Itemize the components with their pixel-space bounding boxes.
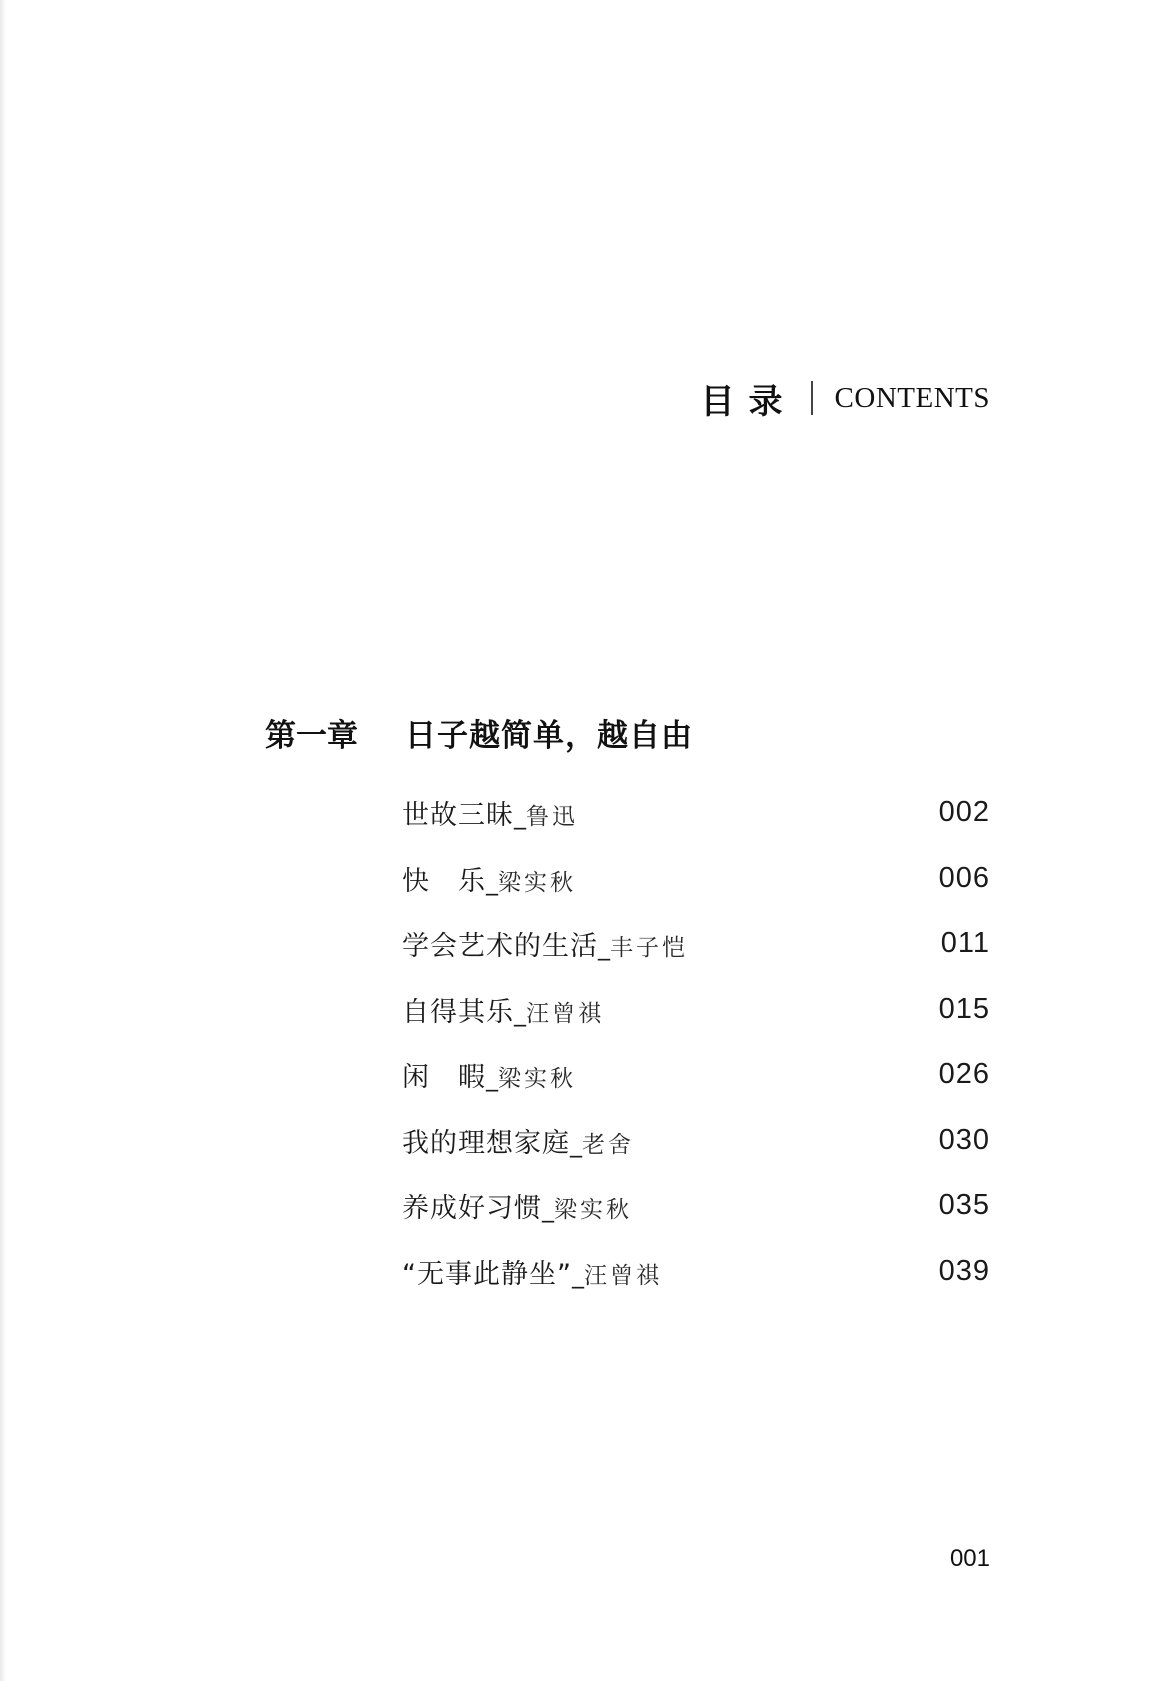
chapter-number: 第一章 <box>265 717 358 754</box>
toc-entry[interactable] <box>402 846 990 912</box>
page-edge-shadow <box>0 0 6 1681</box>
toc-entry[interactable] <box>402 1173 990 1239</box>
entry-separator: _ <box>486 867 498 896</box>
entry-title: 养成好习惯 <box>402 1193 542 1225</box>
page-folio: 001 <box>949 1545 990 1572</box>
entry-author: 老舍 <box>582 1131 634 1158</box>
entry-page-number: 006 <box>938 861 990 894</box>
toc-entry[interactable] <box>402 1042 990 1108</box>
entry-page-number: 035 <box>938 1189 990 1222</box>
entry-separator: _ <box>598 933 610 962</box>
entry-page-number: 002 <box>938 796 990 829</box>
entry-title: “无事此静坐” <box>402 1258 572 1290</box>
entry-author: 汪曾祺 <box>526 1000 604 1027</box>
toc-entry[interactable] <box>402 911 990 977</box>
entry-title: 世故三昧 <box>402 800 514 832</box>
entry-author: 鲁迅 <box>526 804 578 831</box>
entry-separator: _ <box>486 1064 498 1093</box>
entry-author: 梁实秋 <box>498 869 576 896</box>
entry-separator: _ <box>514 998 526 1027</box>
entry-separator: _ <box>542 1195 554 1224</box>
entry-title: 学会艺术的生活 <box>402 931 598 963</box>
entry-author: 梁实秋 <box>554 1197 632 1224</box>
chapter-title: 日子越简单，越自由 <box>405 717 693 754</box>
entry-author: 梁实秋 <box>498 1066 576 1093</box>
entry-page-number: 011 <box>940 927 990 960</box>
heading-divider <box>811 381 813 415</box>
entry-author: 汪曾祺 <box>583 1262 662 1289</box>
entry-title: 我的理想家庭 <box>402 1127 570 1159</box>
heading-english: CONTENTS <box>834 381 990 414</box>
heading-chinese: 目录 <box>700 381 797 422</box>
toc-entry[interactable] <box>402 1239 990 1305</box>
entry-title: 快 乐 <box>402 865 486 897</box>
entry-author: 丰子恺 <box>610 935 688 962</box>
entry-page-number: 039 <box>938 1254 990 1287</box>
entry-page-number: 030 <box>938 1123 990 1156</box>
entry-separator: _ <box>570 1129 582 1158</box>
contents-heading <box>700 378 990 422</box>
entry-page-number: 026 <box>938 1058 990 1091</box>
entry-page-number: 015 <box>938 992 990 1025</box>
entry-separator: _ <box>571 1260 584 1289</box>
toc-list <box>402 780 990 1304</box>
entry-separator: _ <box>514 802 526 831</box>
chapter-heading <box>265 708 693 756</box>
entry-title: 自得其乐 <box>402 996 514 1028</box>
toc-entry[interactable] <box>402 1108 990 1174</box>
toc-entry[interactable] <box>402 977 990 1043</box>
entry-title: 闲 暇 <box>402 1062 486 1094</box>
toc-entry[interactable] <box>402 780 990 846</box>
